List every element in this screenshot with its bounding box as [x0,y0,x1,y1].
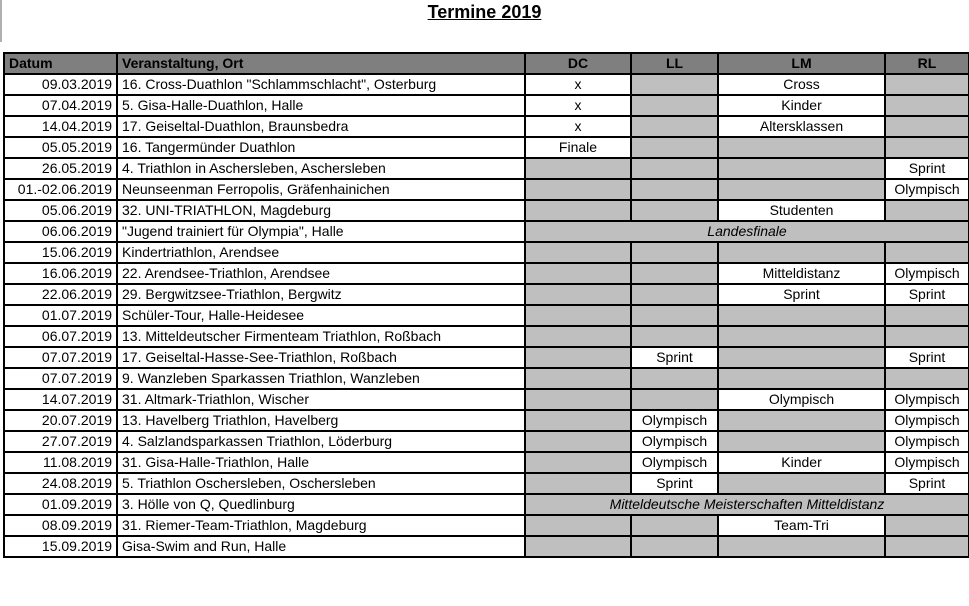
rl-cell: Olympisch [885,431,969,452]
dc-cell: x [525,116,631,137]
lm-cell [718,305,885,326]
lm-cell [718,179,885,200]
rl-cell: Olympisch [885,410,969,431]
lm-cell: Olympisch [718,389,885,410]
date-cell: 05.06.2019 [4,200,117,221]
date-cell: 11.08.2019 [4,452,117,473]
event-cell: 16. Cross-Duathlon "Schlammschlacht", Osterburg [117,74,525,95]
table-row [4,452,969,473]
lm-cell: Mitteldistanz [718,263,885,284]
event-cell: "Jugend trainiert für Olympia", Halle [117,221,525,242]
dc-cell [525,305,631,326]
ll-cell [631,305,718,326]
rl-cell [885,116,969,137]
lm-cell [718,242,885,263]
event-cell: 22. Arendsee-Triathlon, Arendsee [117,263,525,284]
table-row [4,326,969,347]
dc-cell [525,368,631,389]
dc-cell [525,284,631,305]
rl-cell: Sprint [885,284,969,305]
lm-cell: Sprint [718,284,885,305]
event-cell: Schüler-Tour, Halle-Heidesee [117,305,525,326]
dc-cell [525,389,631,410]
ll-cell [631,515,718,536]
dc-cell: Finale [525,137,631,158]
event-cell: 16. Tangermünder Duathlon [117,137,525,158]
table-row [4,179,969,200]
rl-cell: Sprint [885,347,969,368]
ll-cell [631,389,718,410]
date-cell: 24.08.2019 [4,473,117,494]
event-cell: Gisa-Swim and Run, Halle [117,536,525,557]
col-header-datum: Datum [4,53,117,74]
rl-cell [885,200,969,221]
lm-cell [718,431,885,452]
event-cell: 3. Hölle von Q, Quedlinburg [117,494,525,515]
date-cell: 06.06.2019 [4,221,117,242]
date-cell: 09.03.2019 [4,74,117,95]
dc-cell [525,242,631,263]
rl-cell [885,326,969,347]
table-row [4,158,969,179]
rl-cell: Olympisch [885,389,969,410]
ll-cell: Sprint [631,473,718,494]
table-row [4,116,969,137]
lm-cell [718,137,885,158]
event-cell: 13. Havelberg Triathlon, Havelberg [117,410,525,431]
ll-cell: Sprint [631,347,718,368]
rl-cell [885,242,969,263]
date-cell: 15.06.2019 [4,242,117,263]
table-row [4,137,969,158]
table-row [4,389,969,410]
dc-cell [525,158,631,179]
date-cell: 26.05.2019 [4,158,117,179]
rl-cell: Sprint [885,473,969,494]
lm-cell: Team-Tri [718,515,885,536]
table-row [4,263,969,284]
lm-cell: Studenten [718,200,885,221]
table-row [4,74,969,95]
date-cell: 07.07.2019 [4,347,117,368]
dc-cell [525,536,631,557]
table-row [4,200,969,221]
dc-cell [525,263,631,284]
table-row [4,221,969,242]
col-header-rl: RL [885,53,969,74]
lm-cell: Kinder [718,452,885,473]
dc-cell [525,347,631,368]
date-cell: 08.09.2019 [4,515,117,536]
ll-cell [631,158,718,179]
ll-cell [631,284,718,305]
dc-cell [525,410,631,431]
ll-cell [631,200,718,221]
ll-cell [631,179,718,200]
lm-cell [718,536,885,557]
rl-cell [885,137,969,158]
table-row [4,515,969,536]
merged-category-cell: Landesfinale [525,221,969,242]
table-row [4,431,969,452]
dc-cell [525,515,631,536]
event-cell: 17. Geiseltal-Hasse-See-Triathlon, Roßbach [117,347,525,368]
page-title: Termine 2019 [427,2,542,22]
ll-cell: Olympisch [631,452,718,473]
date-cell: 06.07.2019 [4,326,117,347]
dc-cell: x [525,74,631,95]
rl-cell [885,515,969,536]
event-cell: 5. Gisa-Halle-Duathlon, Halle [117,95,525,116]
date-cell: 07.07.2019 [4,368,117,389]
dc-cell [525,200,631,221]
lm-cell: Cross [718,74,885,95]
dc-cell [525,452,631,473]
rl-cell: Olympisch [885,452,969,473]
rl-cell [885,95,969,116]
lm-cell [718,473,885,494]
rl-cell: Olympisch [885,179,969,200]
col-header-dc: DC [525,53,631,74]
col-header-veranstaltung: Veranstaltung, Ort [117,53,525,74]
date-cell: 15.09.2019 [4,536,117,557]
header-row [4,53,969,74]
date-cell: 14.07.2019 [4,389,117,410]
event-cell: 17. Geiseltal-Duathlon, Braunsbedra [117,116,525,137]
event-cell: 4. Salzlandsparkassen Triathlon, Löderburg [117,431,525,452]
date-cell: 22.06.2019 [4,284,117,305]
date-cell: 01.07.2019 [4,305,117,326]
schedule-table [3,52,969,558]
date-cell: 16.06.2019 [4,263,117,284]
lm-cell [718,368,885,389]
ll-cell: Olympisch [631,431,718,452]
merged-category-cell: Mitteldeutsche Meisterschaften Mitteldistanz [525,494,969,515]
event-cell: 32. UNI-TRIATHLON, Magdeburg [117,200,525,221]
table-row [4,347,969,368]
event-cell: 5. Triathlon Oschersleben, Oschersleben [117,473,525,494]
ll-cell [631,368,718,389]
table-row [4,305,969,326]
date-cell: 14.04.2019 [4,116,117,137]
ll-cell [631,263,718,284]
ll-cell [631,326,718,347]
table-row [4,473,969,494]
rl-cell [885,536,969,557]
rl-cell [885,368,969,389]
date-cell: 07.04.2019 [4,95,117,116]
dc-cell [525,326,631,347]
table-row [4,410,969,431]
col-header-lm: LM [718,53,885,74]
ll-cell [631,536,718,557]
event-cell: 29. Bergwitzsee-Triathlon, Bergwitz [117,284,525,305]
lm-cell [718,347,885,368]
event-cell: 31. Altmark-Triathlon, Wischer [117,389,525,410]
col-header-ll: LL [631,53,718,74]
table-row [4,284,969,305]
dc-cell [525,473,631,494]
dc-cell [525,431,631,452]
ll-cell [631,116,718,137]
event-cell: 31. Gisa-Halle-Triathlon, Halle [117,452,525,473]
rl-cell: Sprint [885,158,969,179]
event-cell: Neunseenman Ferropolis, Gräfenhainichen [117,179,525,200]
rl-cell: Olympisch [885,263,969,284]
date-cell: 27.07.2019 [4,431,117,452]
ll-cell: Olympisch [631,410,718,431]
ll-cell [631,242,718,263]
ll-cell [631,74,718,95]
table-row [4,242,969,263]
date-cell: 01.09.2019 [4,494,117,515]
rl-cell [885,74,969,95]
lm-cell: Altersklassen [718,116,885,137]
event-cell: Kindertriathlon, Arendsee [117,242,525,263]
table-row [4,95,969,116]
date-cell: 01.-02.06.2019 [4,179,117,200]
event-cell: 31. Riemer-Team-Triathlon, Magdeburg [117,515,525,536]
lm-cell [718,158,885,179]
dc-cell [525,179,631,200]
lm-cell [718,410,885,431]
table-row [4,536,969,557]
date-cell: 05.05.2019 [4,137,117,158]
dc-cell: x [525,95,631,116]
ll-cell [631,137,718,158]
event-cell: 9. Wanzleben Sparkassen Triathlon, Wanzleben [117,368,525,389]
ll-cell [631,95,718,116]
rl-cell [885,305,969,326]
event-cell: 13. Mitteldeutscher Firmenteam Triathlon, Roßbach [117,326,525,347]
table-row [4,494,969,515]
table-row [4,368,969,389]
date-cell: 20.07.2019 [4,410,117,431]
lm-cell: Kinder [718,95,885,116]
event-cell: 4. Triathlon in Aschersleben, Aschersleben [117,158,525,179]
lm-cell [718,326,885,347]
